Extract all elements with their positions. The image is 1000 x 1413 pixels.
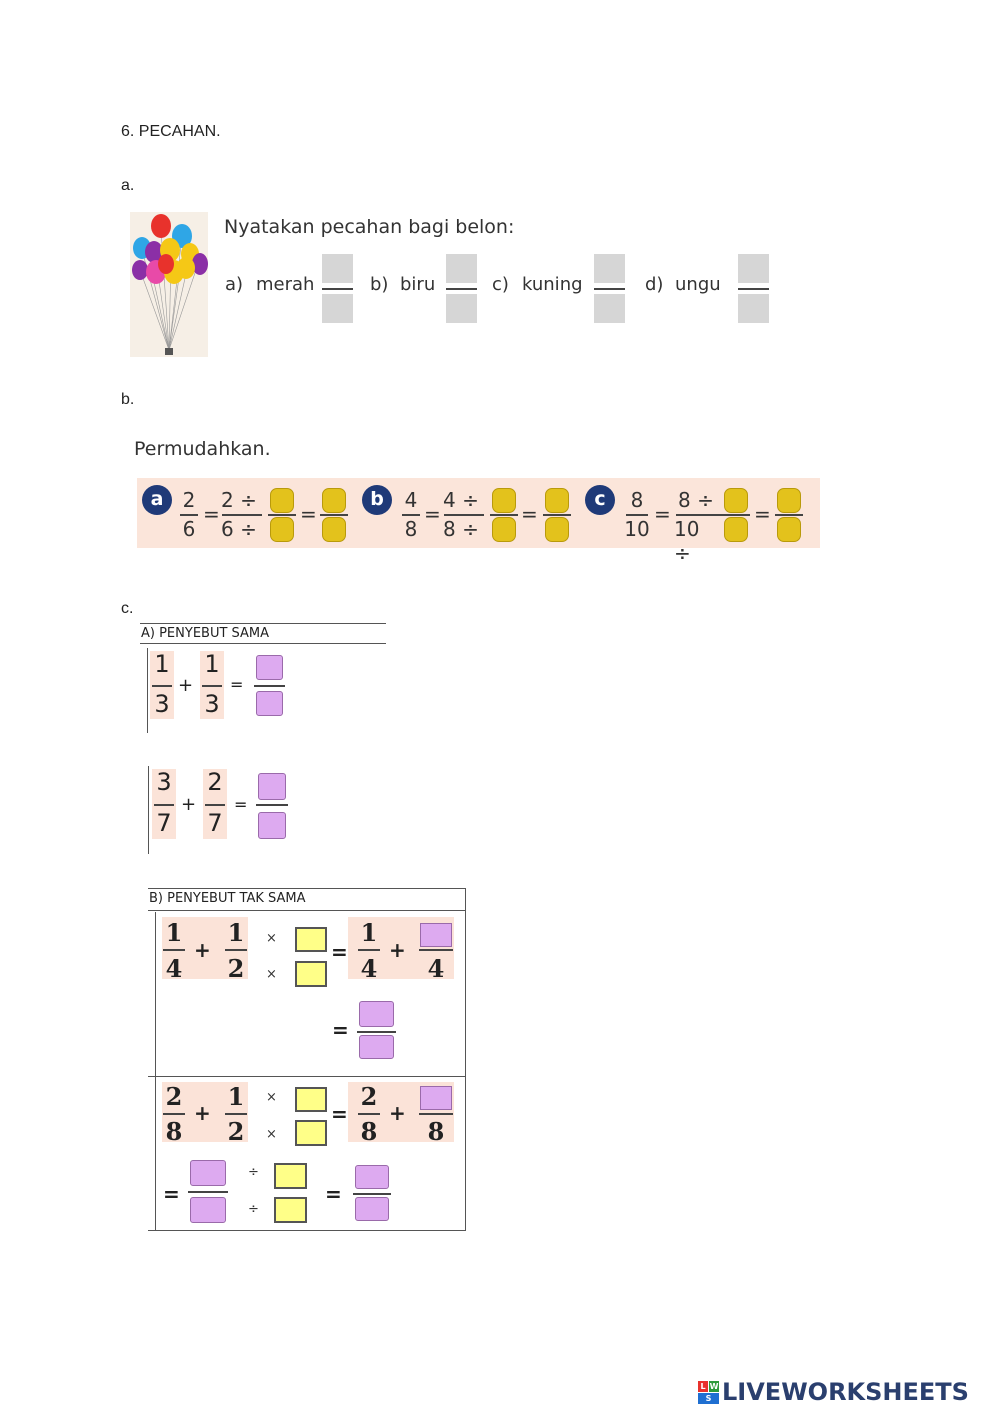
answer-box[interactable] [777,517,801,542]
answer-box[interactable] [322,517,346,542]
answer-box[interactable] [492,488,516,513]
answer-box[interactable] [256,655,283,680]
table-rule [140,643,386,644]
den-div: 10 ÷ [674,517,700,565]
balloons-image [130,212,208,357]
den: 3 [154,690,170,718]
num: 1 [227,918,245,947]
kuning-denominator-box[interactable] [594,294,625,323]
logo-letter: S [698,1393,719,1404]
den: 8 [404,517,418,541]
answer-box[interactable] [355,1197,389,1221]
answer-box[interactable] [724,488,748,513]
fraction-bar [446,288,477,290]
answer-box[interactable] [295,927,327,952]
num: 1 [204,650,220,678]
fraction-bar [322,288,353,290]
plus: + [178,675,194,696]
fraction-bar [205,804,225,806]
biru-numerator-box[interactable] [446,254,477,283]
answer-box[interactable] [258,773,286,800]
equals: = [424,502,441,526]
den: 2 [227,1117,245,1146]
num: 2 [182,488,196,512]
table-rule [147,648,148,733]
ungu-numerator-box[interactable] [738,254,769,283]
times: × [266,1090,277,1105]
answer-box[interactable] [274,1197,307,1223]
plus: + [389,1101,406,1125]
equals: = [230,675,244,694]
table-rule [140,623,386,624]
num: 1 [154,650,170,678]
equals: = [654,502,671,526]
fraction-bar [154,804,174,806]
answer-box[interactable] [295,1120,327,1146]
num: 1 [227,1082,245,1111]
answer-box[interactable] [777,488,801,513]
den-div: 8 ÷ [443,517,479,541]
fraction-bar [594,288,625,290]
den: 4 [427,954,445,983]
num: 8 [630,488,644,512]
fraction-bar [444,514,484,516]
num-div: 4 ÷ [443,488,479,512]
answer-box[interactable] [190,1197,226,1223]
answer-box[interactable] [256,691,283,716]
item-a-letter: a) [225,274,244,295]
fraction-bar [419,949,453,951]
equals: = [521,502,538,526]
title-penyebut-tak-sama: B) PENYEBUT TAK SAMA [149,891,306,906]
item-a-word: merah [256,274,315,295]
fraction-bar [402,514,420,516]
fraction-bar [188,1191,228,1193]
table-rule [148,766,149,854]
balloons-icon [130,212,208,357]
section-b-label: b. [121,391,135,408]
den: 6 [182,517,196,541]
badge-c: c [585,485,615,515]
fraction-bar [543,514,571,516]
answer-box[interactable] [355,1165,389,1189]
plus: + [194,938,211,962]
equals: = [203,502,220,526]
table-rule [148,910,466,911]
section-c-label: c. [121,600,134,617]
biru-denominator-box[interactable] [446,294,477,323]
den: 8 [360,1117,378,1146]
item-c-letter: c) [492,274,509,295]
den-div: 6 ÷ [221,517,257,541]
num: 1 [360,918,378,947]
section-a-prompt: Nyatakan pecahan bagi belon: [224,216,515,238]
logo-letter: W [709,1382,719,1391]
table-rule [465,888,466,1230]
item-b-word: biru [400,274,436,295]
equals: = [234,795,248,814]
equals: = [332,1018,349,1042]
answer-box[interactable] [545,517,569,542]
kuning-numerator-box[interactable] [594,254,625,283]
answer-box[interactable] [359,1001,394,1027]
fraction-bar [353,1193,391,1195]
times: × [266,1127,277,1142]
equals: = [331,940,348,964]
fraction-bar [180,514,198,516]
den: 8 [427,1117,445,1146]
title-penyebut-sama: A) PENYEBUT SAMA [141,626,270,641]
fraction-bar [202,685,222,687]
answer-box[interactable] [420,923,452,947]
num: 3 [156,768,172,796]
divide: ÷ [248,1165,259,1180]
fraction-bar [163,949,185,951]
divide: ÷ [248,1202,259,1217]
answer-box[interactable] [420,1086,452,1110]
badge-b: b [362,485,392,515]
fraction-bar [722,514,750,516]
num: 2 [360,1082,378,1111]
num: 4 [404,488,418,512]
fraction-bar [358,949,380,951]
item-d-word: ungu [675,274,721,295]
answer-box[interactable] [359,1035,394,1059]
answer-box[interactable] [270,488,294,513]
item-c-word: kuning [522,274,583,295]
page-heading: 6. PECAHAN. [121,123,221,140]
table-rule [148,1230,466,1231]
answer-box[interactable] [545,488,569,513]
equals: = [331,1102,348,1126]
answer-box[interactable] [270,517,294,542]
badge-a: a [142,485,172,515]
fraction-bar [676,514,722,516]
num: 2 [165,1082,183,1111]
fraction-bar [738,288,769,290]
answer-box[interactable] [190,1160,226,1186]
merah-denominator-box[interactable] [322,294,353,323]
den: 3 [204,690,220,718]
plus: + [181,794,197,815]
liveworksheets-logo-icon [698,1381,720,1405]
fraction-bar [256,804,288,806]
fraction-bar [357,1031,396,1033]
section-a-label: a. [121,177,135,194]
plus: + [194,1101,211,1125]
logo-letter: L [698,1381,708,1392]
times: × [266,931,277,946]
equals: = [163,1182,180,1206]
fraction-bar [254,685,285,687]
item-d-letter: d) [645,274,664,295]
fraction-bar [152,685,172,687]
fraction-bar [225,949,247,951]
answer-box[interactable] [724,517,748,542]
plus: + [389,938,406,962]
answer-box[interactable] [492,517,516,542]
answer-box[interactable] [295,961,327,987]
ungu-denominator-box[interactable] [738,294,769,323]
footer-brand: LIVEWORKSHEETS [722,1378,969,1406]
den: 7 [207,809,223,837]
fraction-bar [419,1113,453,1115]
fraction-bar [490,514,518,516]
den: 8 [165,1117,183,1146]
fraction-bar [225,1113,247,1115]
den: 10 [624,517,650,541]
equals: = [754,502,771,526]
num-div: 8 ÷ [678,488,714,512]
den: 2 [227,954,245,983]
fraction-bar [222,514,262,516]
fraction-bar [268,514,296,516]
den: 7 [156,809,172,837]
item-b-letter: b) [370,274,389,295]
fraction-bar [358,1113,380,1115]
section-b-prompt: Permudahkan. [134,438,271,460]
den: 4 [360,954,378,983]
den: 4 [165,954,183,983]
table-rule [155,912,156,1230]
merah-numerator-box[interactable] [322,254,353,283]
fraction-bar [775,514,803,516]
num: 2 [207,768,223,796]
fraction-bar [320,514,348,516]
num: 1 [165,918,183,947]
table-rule [148,1076,466,1077]
num-div: 2 ÷ [221,488,257,512]
fraction-bar [163,1113,185,1115]
times: × [266,967,277,982]
answer-box[interactable] [274,1163,307,1189]
fraction-bar [626,514,648,516]
equals: = [325,1182,342,1206]
answer-box[interactable] [322,488,346,513]
answer-box[interactable] [258,812,286,839]
equals: = [300,502,317,526]
answer-box[interactable] [295,1087,327,1112]
table-rule [148,888,466,889]
